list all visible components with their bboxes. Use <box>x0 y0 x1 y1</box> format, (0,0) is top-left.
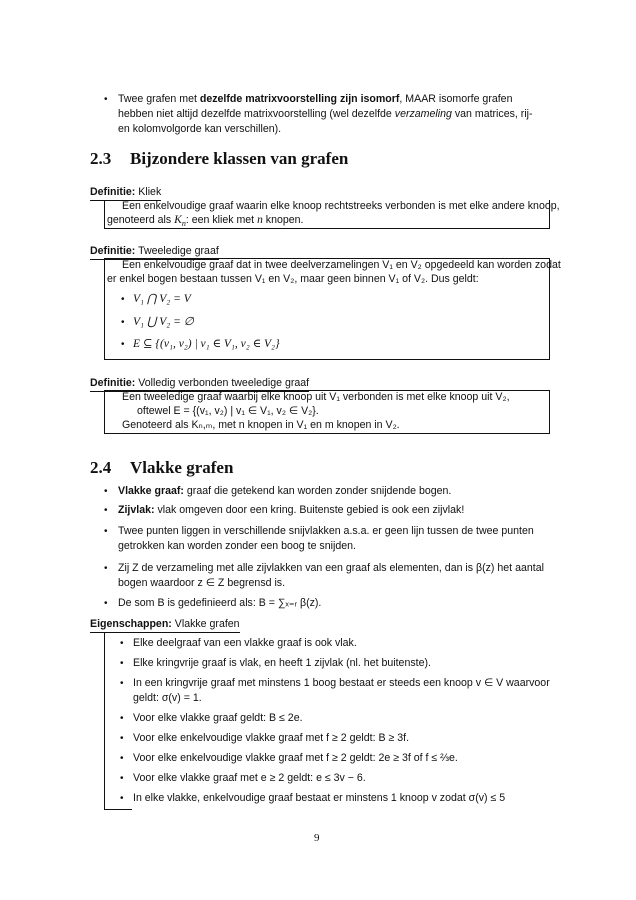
bullet-marker: • <box>120 733 124 744</box>
definition-label-tweeledig: Definitie: Tweeledige graaf <box>90 244 219 260</box>
bullet-twee-punten: Twee punten liggen in verschillende snijvlakken a.s.a. er geen lijn tussen de twee punten getrokken kan worden zonder een boog te snijden. <box>118 525 534 552</box>
bullet-marker: • <box>120 658 124 669</box>
bullet-marker: • <box>120 753 124 764</box>
bullet-vlakke-graaf: Vlakke graaf: graaf die getekend kan worden zonder snijdende bogen. <box>118 485 452 497</box>
bullet-zij-z: Zij Z de verzameling met alle zijvlakken van een graaf als elementen, dan is β(z) het aantal bogen waardoor z ∈ Z begrensd is. <box>118 562 544 589</box>
kliek-line2: genoteerd als $K_n$: een kliek met n knopen. <box>107 214 304 229</box>
property-item-3: In een kringvrije graaf met minstens 1 boog bestaat er steeds een knoop v ∈ V waarvoor geldt: σ(v) = 1. <box>133 677 550 704</box>
definition-label-volledig: Definitie: Volledig verbonden tweeledige graaf <box>90 376 309 392</box>
property-item-1: Elke deelgraaf van een vlakke graaf is ook vlak. <box>133 637 357 649</box>
bullet-marker: • <box>120 713 124 724</box>
tweeledig-item-1: V₁ ⋂ V₂ = V <box>133 293 191 305</box>
bullet-marker: • <box>104 598 108 609</box>
section-heading-2-3: 2.3 Bijzondere klassen van grafen <box>90 149 349 168</box>
intro-bullet: Twee grafen met dezelfde matrixvoorstelling zijn isomorf, MAAR isomorfe grafen hebben niet altijd dezelfde matrixvoorstelling (wel dezelfde verzameling van matrices, rij- en kolomvolgorde kan verschillen). <box>118 93 533 135</box>
properties-bottom-bar <box>104 809 132 810</box>
bullet-zijvlak: Zijvlak: vlak omgeven door een kring. Buitenste gebied is ook een zijvlak! <box>118 504 465 516</box>
volledig-line1: Een tweeledige graaf waarbij elke knoop uit V₁ verbonden is met elke knoop uit V₂, <box>122 391 510 403</box>
bullet-marker: • <box>104 505 108 516</box>
volledig-line2: oftewel E = {(v₁, v₂) | v₁ ∈ V₁, v₂ ∈ V₂}. <box>137 405 319 417</box>
section-heading-2-4: 2.4 Vlakke grafen <box>90 458 234 477</box>
properties-left-bar <box>104 633 105 810</box>
bullet-marker: • <box>121 317 125 328</box>
tweeledig-item-3: E ⊆ {(v₁, v₂) | v₁ ∈ V₁, v₂ ∈ V₂} <box>133 338 280 350</box>
kliek-line1: Een enkelvoudige graaf waarin elke knoop rechtstreeks verbonden is met elke andere knoop, <box>122 200 560 212</box>
property-item-6: Voor elke enkelvoudige vlakke graaf met f ≥ 2 geldt: 2e ≥ 3f of f ≤ ⅔e. <box>133 752 458 764</box>
property-item-2: Elke kringvrije graaf is vlak, en heeft 1 zijvlak (nl. het buitenste). <box>133 657 431 669</box>
property-item-8: In elke vlakke, enkelvoudige graaf bestaat er minstens 1 knoop v zodat σ(v) ≤ 5 <box>133 792 506 804</box>
bullet-marker: • <box>120 638 124 649</box>
page-number: 9 <box>314 832 320 844</box>
bullet-marker: • <box>121 339 125 350</box>
property-item-7: Voor elke vlakke graaf met e ≥ 2 geldt: e ≤ 3v − 6. <box>133 772 366 784</box>
bullet-marker: • <box>121 294 125 305</box>
bullet-marker: • <box>120 793 124 804</box>
property-item-4: Voor elke vlakke graaf geldt: B ≤ 2e. <box>133 712 303 724</box>
property-item-5: Voor elke enkelvoudige vlakke graaf met f ≥ 2 geldt: B ≥ 3f. <box>133 732 410 744</box>
bullet-marker: • <box>104 486 108 497</box>
properties-label: Eigenschappen: Vlakke grafen <box>90 617 240 633</box>
bullet-marker: • <box>120 773 124 784</box>
tweeledig-item-2: V₁ ⋃ V₂ = ∅ <box>133 316 194 328</box>
bullet-marker: • <box>104 94 108 105</box>
bullet-marker: • <box>104 526 108 537</box>
tweeledig-line2: er enkel bogen bestaan tussen V₁ en V₂, maar geen binnen V₁ of V₂. Dus geldt: <box>107 273 479 285</box>
bullet-marker: • <box>120 678 124 689</box>
bullet-som-b: De som B is gedefinieerd als: B = ∑ₓ₌ᵣ β(z). <box>118 597 322 609</box>
bullet-marker: • <box>104 563 108 574</box>
definition-label-kliek: Definitie: Kliek <box>90 185 161 201</box>
tweeledig-line1: Een enkelvoudige graaf dat in twee deelverzamelingen V₁ en V₂ opgedeeld kan worden zodat <box>122 259 561 271</box>
volledig-line3: Genoteerd als Kₙ,ₘ, met n knopen in V₁ en m knopen in V₂. <box>122 419 400 431</box>
